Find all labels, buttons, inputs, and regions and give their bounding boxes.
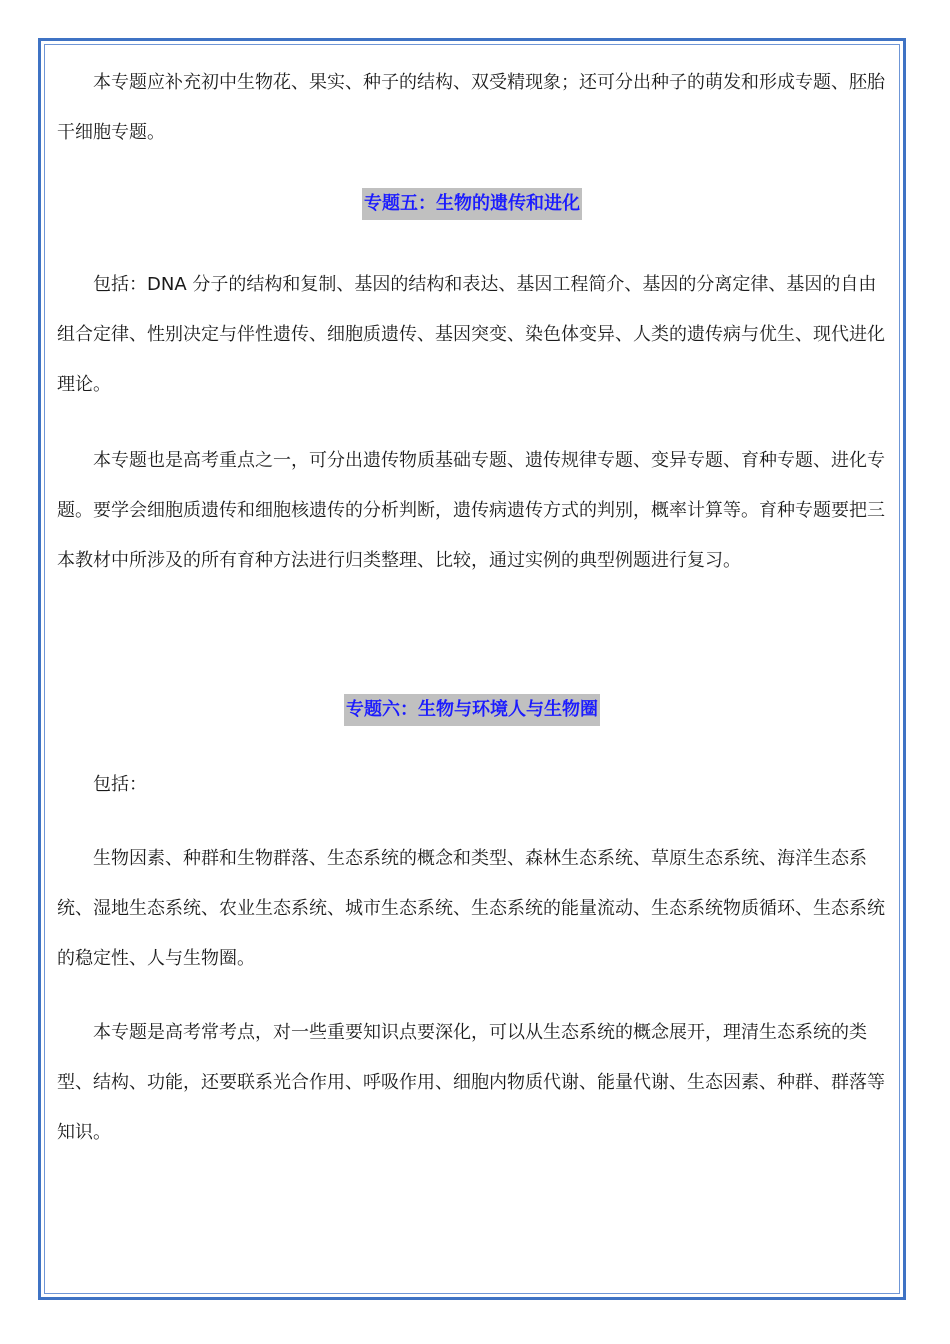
section-heading-6 — [57, 692, 887, 728]
paragraph-section6-scope: 生物因素、种群和生物群落、生态系统的概念和类型、森林生态系统、草原生态系统、海洋生态系统、湿地生态系统、农业生态系统、城市生态系统、生态系统的能量流动、生态系统物质循环、生态系统的稳定性、人与生物圈。 — [57, 848, 885, 969]
paragraph-supplement-note: 本专题应补充初中生物花、果实、种子的结构、双受精现象；还可分出种子的萌发和形成专题、胚胎干细胞专题。 — [57, 72, 885, 143]
paragraph-section5-advice: 本专题也是高考重点之一，可分出遗传物质基础专题、遗传规律专题、变异专题、育种专题、进化专题。要学会细胞质遗传和细胞核遗传的分析判断，遗传病遗传方式的判别，概率计算等。育种专题要把三本教材中所涉及的所有育种方法进行归类整理、比较，通过实例的典型例题进行复习。 — [57, 450, 885, 571]
paragraph-section5-scope: 包括：DNA 分子的结构和复制、基因的结构和表达、基因工程简介、基因的分离定律、基因的自由组合定律、性别决定与伴性遗传、细胞质遗传、基因突变、染色体变异、人类的遗传病与优生、现代进化理论。 — [57, 274, 885, 395]
section-heading-6-label: 专题六：生物与环境人与生物圈 — [344, 694, 600, 726]
section-heading-5-label: 专题五：生物的遗传和进化 — [362, 188, 582, 220]
paragraph-section6-advice: 本专题是高考常考点，对一些重要知识点要深化，可以从生态系统的概念展开，理清生态系统的类型、结构、功能，还要联系光合作用、呼吸作用、细胞内物质代谢、能量代谢、生态因素、种群、群落等知识。 — [57, 1022, 885, 1143]
document-body — [57, 58, 887, 1158]
paragraph-section6-intro: 包括： — [93, 774, 147, 795]
section-heading-5 — [57, 186, 887, 222]
